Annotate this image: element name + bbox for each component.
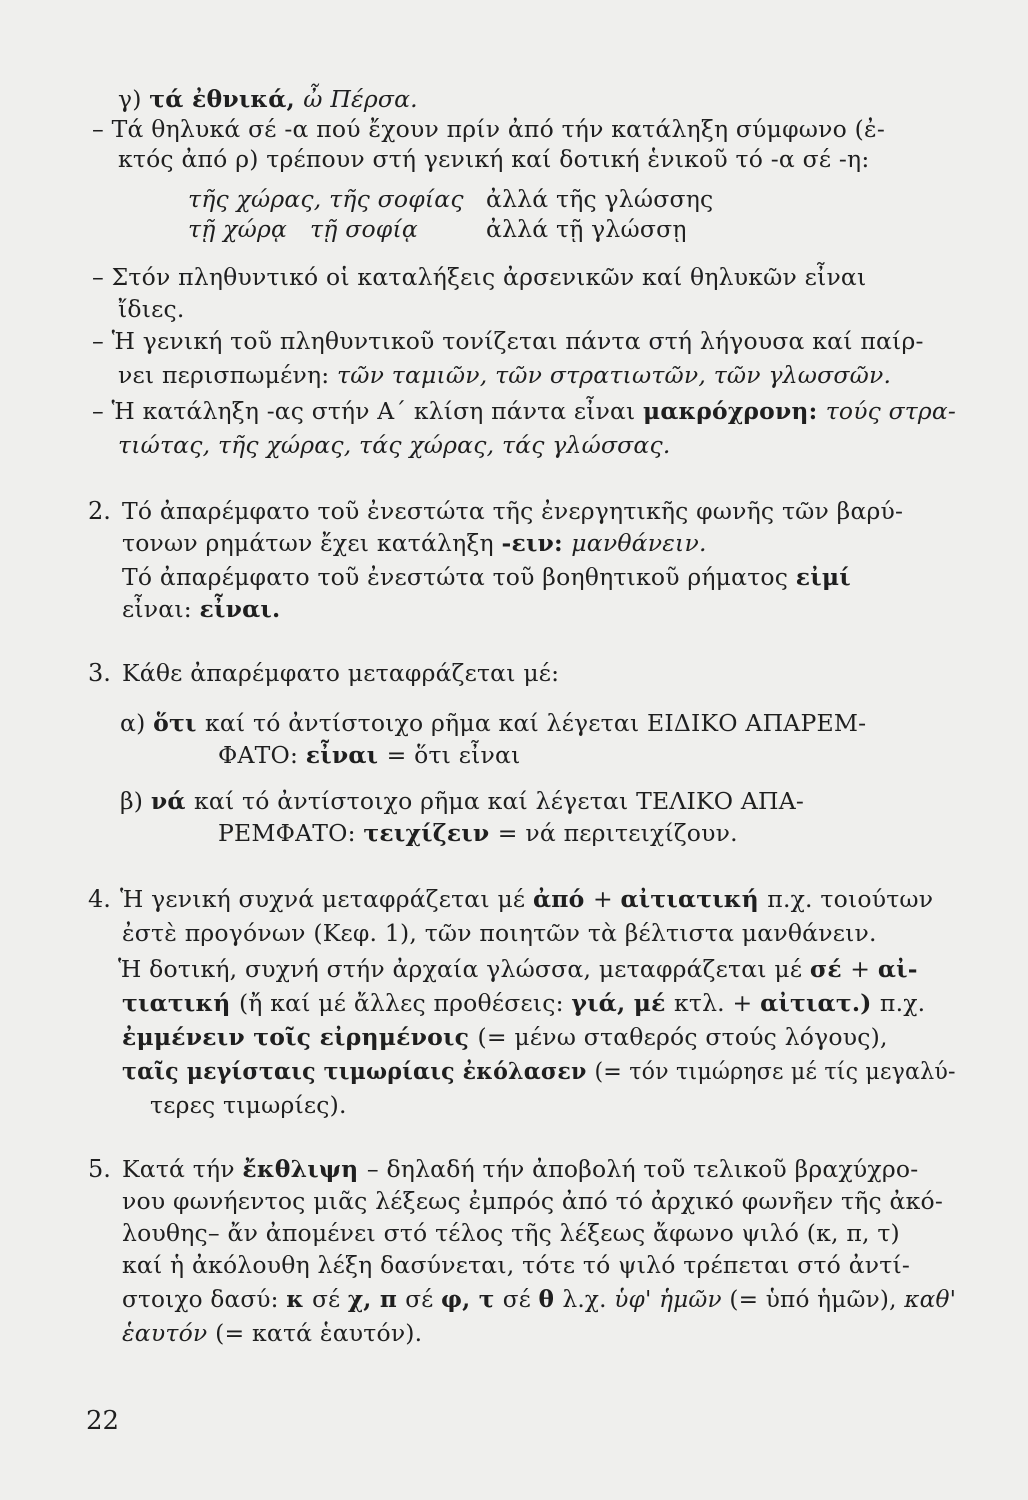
genitive-translation-line2: ἐστὲ προγόνων (Κεφ. 1), τῶν ποιητῶν τὰ βέλτιστα μανθάνειν. bbox=[122, 919, 877, 947]
infinitive-line2: τονων ρημάτων ἔχει κατάληξη -ειν: μανθάνειν. bbox=[122, 529, 707, 557]
genitive-translation-line1: Ἡ γενική συχνά μεταφράζεται μέ ἀπό + αἰτιατική π.χ. τοιούτων bbox=[120, 885, 934, 913]
translation-beta-line2: ΡΕΜΦΑΤΟ: τειχίζειν = νά περιτειχίζουν. bbox=[218, 819, 738, 847]
example-dative-right: ἀλλά τῇ γλώσσῃ bbox=[486, 215, 687, 243]
rule-feminine-line1: – Τά θηλυκά σέ -α πού ἔχουν πρίν ἀπό τήν κατάληξη σύμφωνο (ἐ- bbox=[92, 115, 885, 143]
infinitive-line3: Τό ἀπαρέμφατο τοῦ ἐνεστώτα τοῦ βοηθητικοῦ ρήματος εἰμί bbox=[122, 563, 851, 591]
example-dative-left: τῇ χώρᾳ τῇ σοφίᾳ bbox=[188, 215, 418, 243]
elision-line4: καί ἡ ἀκόλουθη λέξη δασύνεται, τότε τό ψιλό τρέπεται στό ἀντί- bbox=[122, 1251, 911, 1279]
rule-genitive-plural-line2: νει περισπωμένη: τῶν ταμιῶν, τῶν στρατιωτῶν, τῶν γλωσσῶν. bbox=[118, 361, 892, 389]
section-number-4: 4. bbox=[88, 885, 111, 913]
example-genitive-right: ἀλλά τῆς γλώσσης bbox=[486, 185, 714, 213]
dative-translation-line2: τιατική (ἤ καί μέ ἄλλες προθέσεις: γιά, μέ κτλ. + αἰτιατ.) π.χ. bbox=[122, 989, 926, 1017]
section-number-3: 3. bbox=[88, 659, 111, 687]
elision-line6: ἑαυτόν (= κατά ἑαυτόν). bbox=[122, 1319, 423, 1347]
rule-plural-line2: ἴδιες. bbox=[118, 295, 185, 323]
rule-genitive-plural-line1: – Ἡ γενική τοῦ πληθυντικοῦ τονίζεται πάντα στή λήγουσα καί παίρ- bbox=[92, 327, 924, 355]
dative-example-line2: ταῖς μεγίσταις τιμωρίαις ἐκόλασεν (= τόν τιμώρησε μέ τίς μεγαλύ- bbox=[122, 1057, 956, 1085]
infinitive-line4: εἶναι: εἶναι. bbox=[122, 595, 281, 623]
translation-beta-line1: β) νά καί τό ἀντίστοιχο ρῆμα καί λέγεται ΤΕΛΙΚΟ ΑΠΑ- bbox=[120, 787, 805, 815]
section-number-2: 2. bbox=[88, 497, 111, 525]
translation-alpha-line1: α) ὅτι καί τό ἀντίστοιχο ρῆμα καί λέγεται ΕΙΔΙΚΟ ΑΠΑΡΕΜ- bbox=[120, 709, 867, 737]
line-gamma: γ) τά ἐθνικά, ὦ Πέρσα. bbox=[118, 85, 418, 113]
rule-long-ending-line2: τιώτας, τῆς χώρας, τάς χώρας, τάς γλώσσας. bbox=[118, 431, 671, 459]
rule-long-ending-line1: – Ἡ κατάληξη -ας στήν Α΄ κλίση πάντα εἶναι μακρόχρονη: τούς στρα- bbox=[92, 397, 956, 425]
elision-line2: νου φωνήεντος μιᾶς λέξεως ἐμπρός ἀπό τό ἀρχικό φωνῆεν τῆς ἀκό- bbox=[122, 1187, 943, 1215]
infinitive-line1: Τό ἀπαρέμφατο τοῦ ἐνεστώτα τῆς ἐνεργητικῆς φωνῆς τῶν βαρύ- bbox=[122, 497, 904, 525]
elision-line1: Κατά τήν ἔκθλιψη – δηλαδή τήν ἀποβολή τοῦ τελικοῦ βραχύχρο- bbox=[122, 1155, 919, 1183]
rule-feminine-line2: κτός ἀπό ρ) τρέπουν στή γενική καί δοτική ἑνικοῦ τό -α σέ -η: bbox=[118, 145, 870, 173]
example-genitive-left: τῆς χώρας, τῆς σοφίας bbox=[188, 185, 464, 213]
translation-alpha-line2: ΦΑΤΟ: εἶναι = ὅτι εἶναι bbox=[218, 741, 521, 769]
page-number: 22 bbox=[86, 1406, 120, 1436]
dative-example-line3: τερες τιμωρίες). bbox=[150, 1091, 347, 1119]
section-number-5: 5. bbox=[88, 1155, 111, 1183]
elision-line3: λουθης– ἄν ἀπομένει στό τέλος τῆς λέξεως ἄφωνο ψιλό (κ, π, τ) bbox=[122, 1219, 900, 1247]
rule-plural-line1: – Στόν πληθυντικό οἱ καταλήξεις ἀρσενικῶν καί θηλυκῶν εἶναι bbox=[92, 263, 867, 291]
elision-line5: στοιχο δασύ: κ σέ χ, π σέ φ, τ σέ θ λ.χ. ὑφ' ἡμῶν (= ὑπό ἡμῶν), καθ' bbox=[122, 1285, 957, 1313]
translation-intro: Κάθε ἀπαρέμφατο μεταφράζεται μέ: bbox=[122, 659, 560, 687]
dative-translation-line1: Ἡ δοτική, συχνή στήν ἀρχαία γλώσσα, μεταφράζεται μέ σέ + αἰ- bbox=[118, 955, 918, 983]
dative-example-line1: ἐμμένειν τοῖς εἰρημένοις (= μένω σταθερός στούς λόγους), bbox=[122, 1023, 888, 1051]
